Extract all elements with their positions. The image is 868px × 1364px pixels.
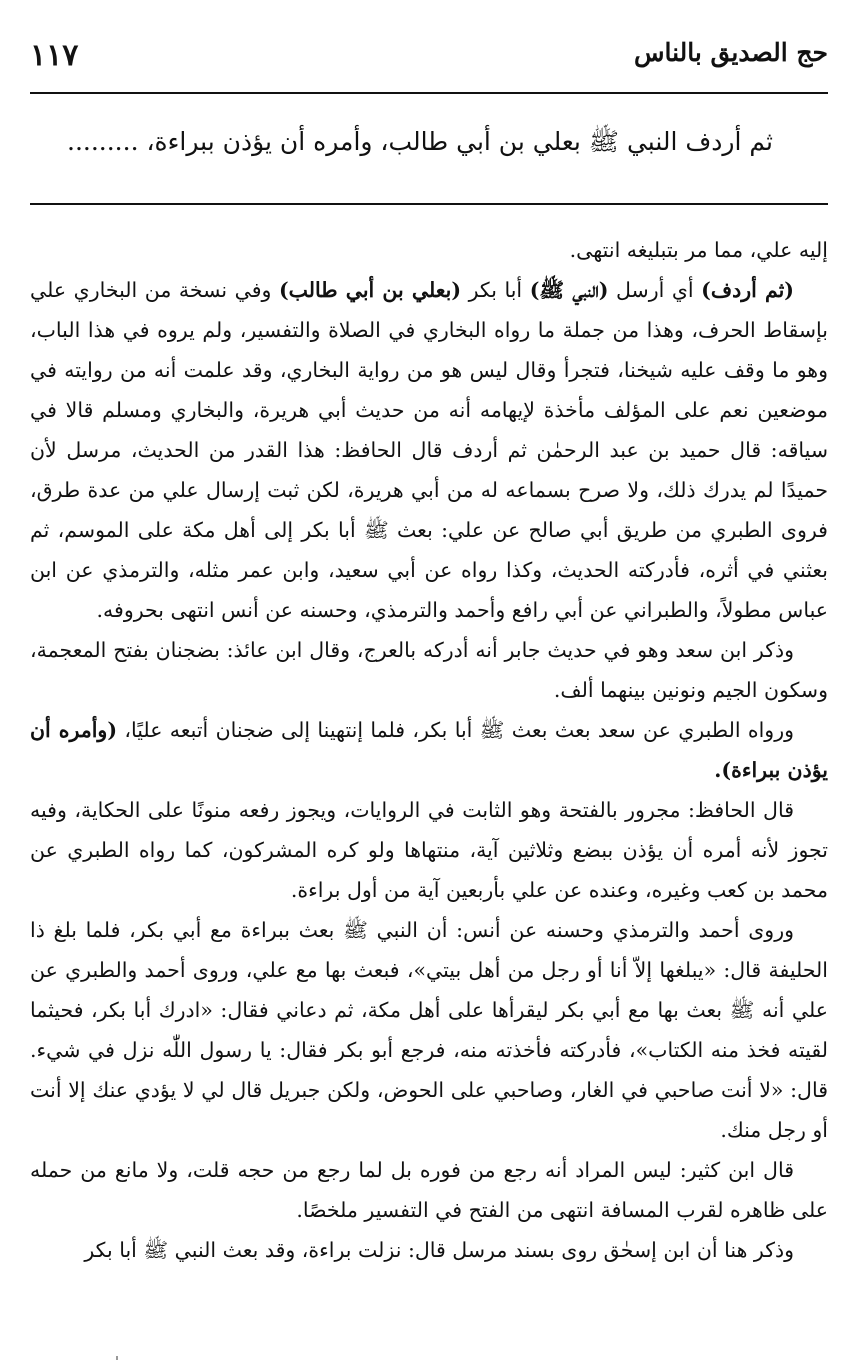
matn-dots: ......... — [67, 127, 139, 156]
commentary — [30, 230, 828, 1270]
commentary-paragraph: قال الحافظ: مجرور بالفتحة وهو الثابت في الروايات، ويجوز رفعه منونًا على الحكاية، وفيه تجوز لأنه أمره أن يؤذن ببضع وثلاثين آية، منتهاها ولو كره المشركون، كما رواه الطبري عن محمد بن كعب وغيره، وعنده عن علي بأربعين آية من أول براءة. — [30, 798, 828, 902]
commentary-text: أي أرسل — [608, 278, 702, 302]
commentary-paragraph: وذكر ابن سعد وهو في حديث جابر أنه أدركه بالعرج، وقال ابن عائذ: بضجنان بفتح المعجمة، وسكون الجيم ونونين بينهما ألف. — [30, 638, 828, 702]
running-head — [30, 38, 828, 88]
scan-speck — [116, 1356, 118, 1360]
commentary-paragraph: وروى أحمد والترمذي وحسنه عن أنس: أن النبي ﷺ بعث ببراءة مع أبي بكر، فلما بلغ ذا الحليفة قال: «يبلغها إلاّ أنا أو رجل من أهل بيتي»، فبعث بها مع علي، وروى أحمد والطبري عن علي أنه ﷺ بعث بها مع أبي بكر ليقرأها على أهل مكة، ثم دعاني فقال: «ادرك أبا بكر، فحيثما لقيته فخذ منه الكتاب»، فأدركته فأخذته منه، فرجع أبو بكر فقال: يا رسول اللّٰه نزل في شيء. قال: «لا أنت صاحبي في الغار، وصاحبي على الحوض، ولكن جبريل قال لي لا يؤدي عنك إلا أنت أو رجل منك. — [30, 918, 828, 1142]
commentary-paragraph: وذكر هنا أن ابن إسحٰق روى بسند مرسل قال: نزلت براءة، وقد بعث النبي ﷺ أبا بكر — [84, 1238, 794, 1262]
commentary-text: ورواه الطبري عن سعد بعث بعث ﷺ أبا بكر، فلما إنتهينا إلى ضجنان أتبعه عليًا، — [117, 718, 794, 742]
matn-rule — [30, 203, 828, 205]
matn-quote: (بعلي بن أبي طالب) — [278, 278, 462, 302]
commentary-text: وفي نسخة من البخاري علي بإسقاط الحرف، وهذا من جملة ما رواه البخاري في الصلاة والتفسير، ولم يروه في هذا الباب، وهو ما وقف عليه شيخنا، فتجرأ وقال ليس هو من رواية البخاري، وقد علمت أنه من روايته في موضعين نعم على المؤلف مأخذة لإيهامه أنه من حديث أبي هريرة، والبخاري ومسلم قالا في سياقه: قال حميد بن عبد الرحمٰن ثم أردف قال الحافظ: هذا القدر من الحديث، مرسل لأن حميدًا لم يدرك ذلك، ولا صرح بسماعه له من أبي هريرة، لكن ثبت إرسال علي من عدة طرق، فروى الطبري من طريق أبي صالح عن علي: بعث ﷺ أبا بكر إلى أهل مكة على الموسم، ثم بعثني في أثره، فأدركته الحديث، وكذا رواه عن أبي سعيد، وابن عمر مثله، والترمذي عن ابن عباس مطولاً، والطبراني عن أبي رافع وأحمد والترمذي، وحسنه عن أنس انتهى بحروفه. — [30, 278, 828, 622]
header-rule — [30, 92, 828, 94]
matn-text — [30, 122, 773, 162]
running-title: حج الصديق بالناس — [633, 38, 828, 67]
commentary-paragraph — [30, 710, 828, 790]
commentary-text: أبا بكر — [461, 278, 530, 302]
matn-quote: (النبي ﷺ) — [529, 278, 609, 302]
commentary-paragraph: قال ابن كثير: ليس المراد أنه رجع من فوره بل لما رجع من حجه قلت، ولا مانع من حمله على ظاهره لقرب المسافة انتهى من الفتح في التفسير ملخصًا. — [30, 1158, 828, 1222]
commentary-paragraph: إليه علي، مما مر بتبليغه انتهى. — [569, 238, 828, 262]
matn-quote: (وأمره أن يؤذن ببراءة). — [30, 718, 828, 782]
commentary-paragraph — [30, 270, 828, 630]
page-number: ١١٧ — [30, 38, 79, 73]
matn-quote: (ثم أردف) — [701, 278, 795, 302]
matn-sentence: ثم أردف النبي ﷺ بعلي بن أبي طالب، وأمره أن يؤذن ببراءة، — [146, 127, 773, 156]
